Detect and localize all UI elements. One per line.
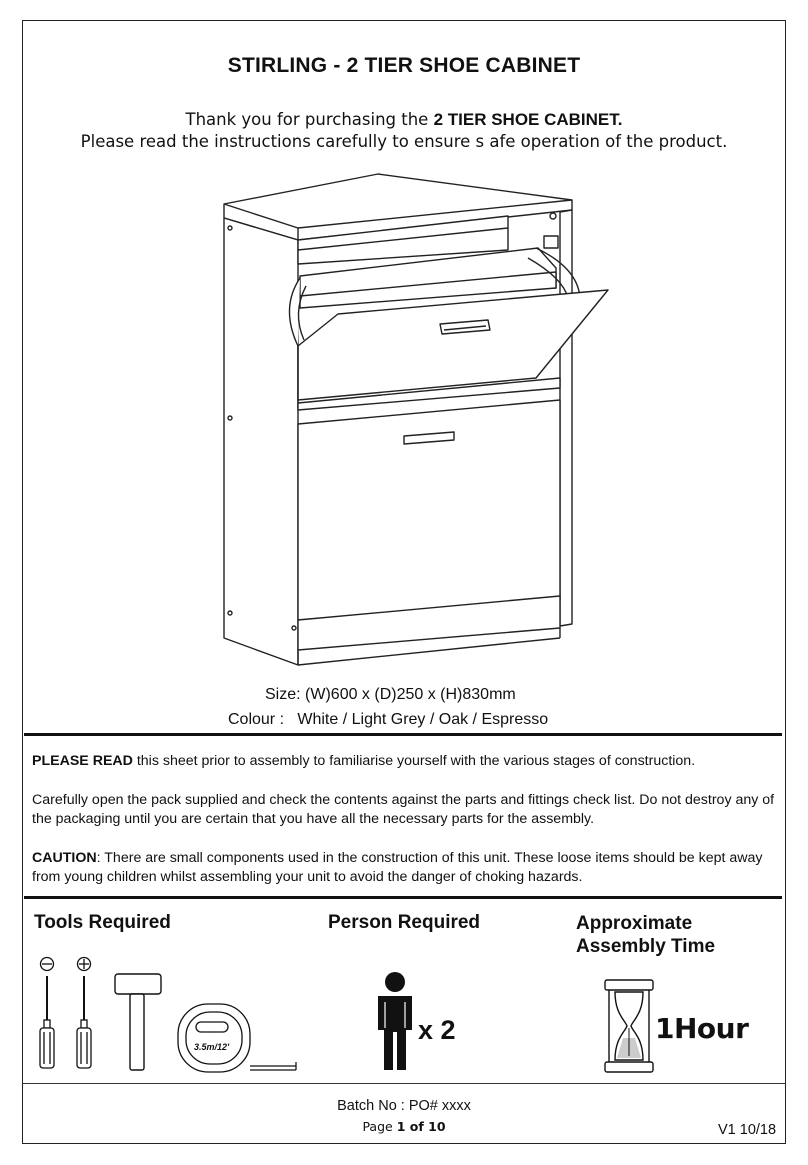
size-value: (W)600 x (D)250 x (H)830mm <box>305 686 516 703</box>
person-count: x 2 <box>418 1015 456 1045</box>
page-title: STIRLING - 2 TIER SHOE CABINET <box>227 54 581 77</box>
please-read-text: this sheet prior to assembly to familiarise yourself with the various stages of construction. <box>132 753 696 769</box>
divider <box>24 896 782 899</box>
colour-value: White / Light Grey / Oak / Espresso <box>297 711 549 728</box>
flathead-screwdriver-icon <box>36 956 58 1072</box>
size-spec <box>265 686 516 704</box>
tape-label: 3.5m/12' <box>194 1042 230 1052</box>
phillips-screwdriver-icon <box>73 956 95 1072</box>
carefully-note: Carefully open the pack supplied and check the contents against the parts and fittings check list. Do not destroy any of the packaging until you are certain that you have all the necessary parts for the assembly. <box>32 792 775 827</box>
caution-text: : There are small components used in the construction of this unit. These loose items should be kept away from young children whilst assembling your unit to avoid the danger of choking hazards. <box>32 850 763 885</box>
tape-measure-icon <box>176 1000 302 1076</box>
thank-you-line <box>0 110 808 130</box>
product-name: 2 TIER SHOE CABINET. <box>433 110 623 129</box>
time-heading-line2: Assembly Time <box>576 936 716 957</box>
caution-note <box>32 849 777 887</box>
please-read-bold: PLEASE READ <box>32 753 133 769</box>
thank-you-text: Thank you for purchasing the <box>185 110 434 129</box>
page-of: of <box>405 1119 429 1134</box>
page-prefix: Page <box>362 1119 397 1134</box>
shoe-cabinet-illustration <box>218 168 613 673</box>
size-label: Size: <box>265 686 301 703</box>
hammer-icon <box>112 970 166 1074</box>
footer-divider <box>22 1083 786 1084</box>
divider <box>24 733 782 736</box>
time-heading <box>576 912 715 958</box>
hourglass-icon <box>603 978 655 1074</box>
person-heading: Person Required <box>328 912 481 933</box>
tools-heading: Tools Required <box>34 912 171 933</box>
batch-number: Batch No : PO# xxxx <box>337 1098 471 1114</box>
colour-label: Colour : <box>228 711 285 728</box>
caution-bold: CAUTION <box>32 850 97 866</box>
time-heading-line1: Approximate <box>576 913 693 934</box>
page-number <box>0 1119 808 1134</box>
person-icon <box>372 970 418 1074</box>
page-total: 10 <box>428 1119 446 1134</box>
version-date: V1 10/18 <box>718 1122 777 1138</box>
instructions-line: Please read the instructions carefully to ensure s afe operation of the product. <box>80 132 728 151</box>
assembly-time-value: 1Hour <box>655 1012 749 1045</box>
page-current: 1 <box>396 1119 406 1134</box>
colour-spec <box>228 711 548 729</box>
please-read-note <box>32 752 777 771</box>
